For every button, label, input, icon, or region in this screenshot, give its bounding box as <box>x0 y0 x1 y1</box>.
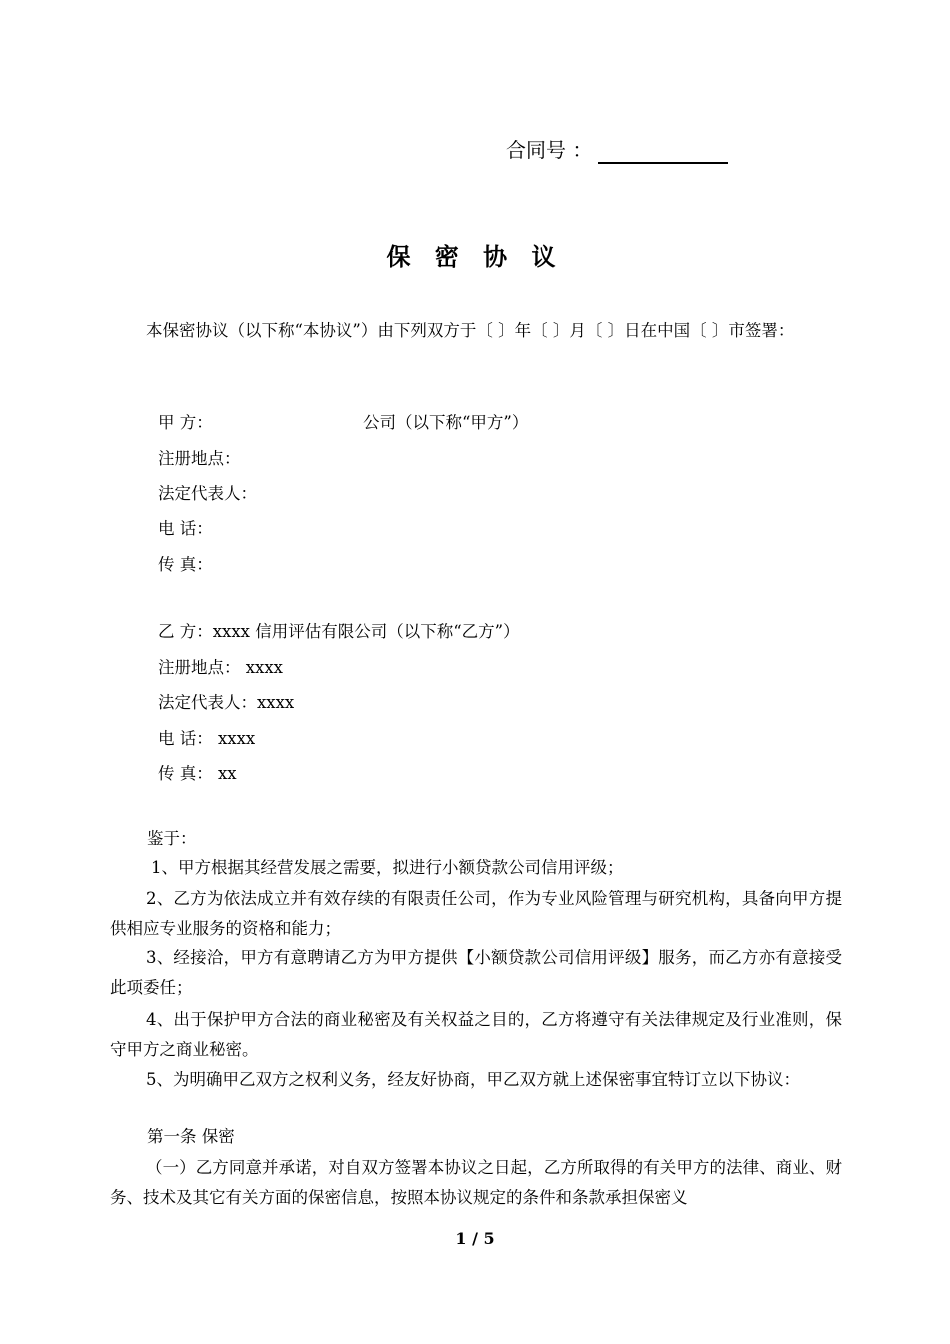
whereas-item-4: 4、出于保护甲方合法的商业秘密及有关权益之目的，乙方将遵守有关法律规定及行业准则，保守甲方之商业秘密。 <box>110 1010 842 1059</box>
party-a-rep-label: 法定代表人： <box>158 484 257 503</box>
whereas-item-3: 3、经接洽，甲方有意聘请乙方为甲方提供【小额贷款公司信用评级】服务，而乙方亦有意接受此项委任； <box>110 948 842 997</box>
contract-number-label: 合同号 ： <box>506 138 593 162</box>
party-b-phone-value: xxxx <box>218 729 256 748</box>
party-b-fax-value: xx <box>218 764 237 783</box>
intro-paragraph: 本保密协议（以下称“本协议”）由下列双方于〔 〕年〔 〕月〔 〕日在中国〔 〕市签署： <box>146 321 795 340</box>
whereas-heading: 鉴于： <box>147 829 197 848</box>
whereas-item-2: 2、乙方为依法成立并有效存续的有限责任公司，作为专业风险管理与研究机构，具备向甲方提供相应专业服务的资格和能力； <box>110 889 842 938</box>
document-title: 保 密 协 议 <box>386 243 564 271</box>
party-b-rep-row <box>158 690 294 716</box>
party-b-phone-label: 电 话： <box>158 729 213 748</box>
party-b-label: 乙 方： <box>158 622 213 641</box>
party-b-address-value: xxxx <box>245 658 283 677</box>
page-number: 1 / 5 <box>455 1229 495 1248</box>
party-b-name-value: xxxx 信用评估有限公司（以下称“乙方”） <box>212 622 520 641</box>
party-a-phone-label: 电 话： <box>158 519 213 538</box>
party-b-fax-label: 传 真： <box>158 764 213 783</box>
party-b-name-row <box>158 619 520 645</box>
whereas-item-5: 5、为明确甲乙双方之权利义务，经友好协商，甲乙双方就上述保密事宜特订立以下协议： <box>146 1070 800 1089</box>
party-a-label: 甲 方： <box>158 413 213 432</box>
party-b-phone-row <box>158 726 255 752</box>
contract-number <box>506 136 728 164</box>
party-a-address-label: 注册地点： <box>158 449 241 468</box>
party-a-name-value: 公司（以下称“甲方”） <box>363 413 529 432</box>
party-a-fax-label: 传 真： <box>158 555 213 574</box>
party-b-address-label: 注册地点： <box>158 658 241 677</box>
article-1-text: （一）乙方同意并承诺，对自双方签署本协议之日起，乙方所取得的有关甲方的法律、商业、财务、技术及其它有关方面的保密信息，按照本协议规定的条件和条款承担保密义 <box>110 1158 842 1207</box>
party-b-address-row <box>158 655 283 681</box>
contract-number-blank <box>598 142 728 164</box>
article-1-heading: 第一条 保密 <box>147 1127 235 1146</box>
party-a-name-label <box>158 410 213 436</box>
party-b-rep-value: xxxx <box>257 693 295 712</box>
party-b-fax-row <box>158 761 237 787</box>
whereas-item-1: 1、甲方根据其经营发展之需要，拟进行小额贷款公司信用评级； <box>151 858 624 877</box>
party-b-rep-label: 法定代表人： <box>158 693 257 712</box>
